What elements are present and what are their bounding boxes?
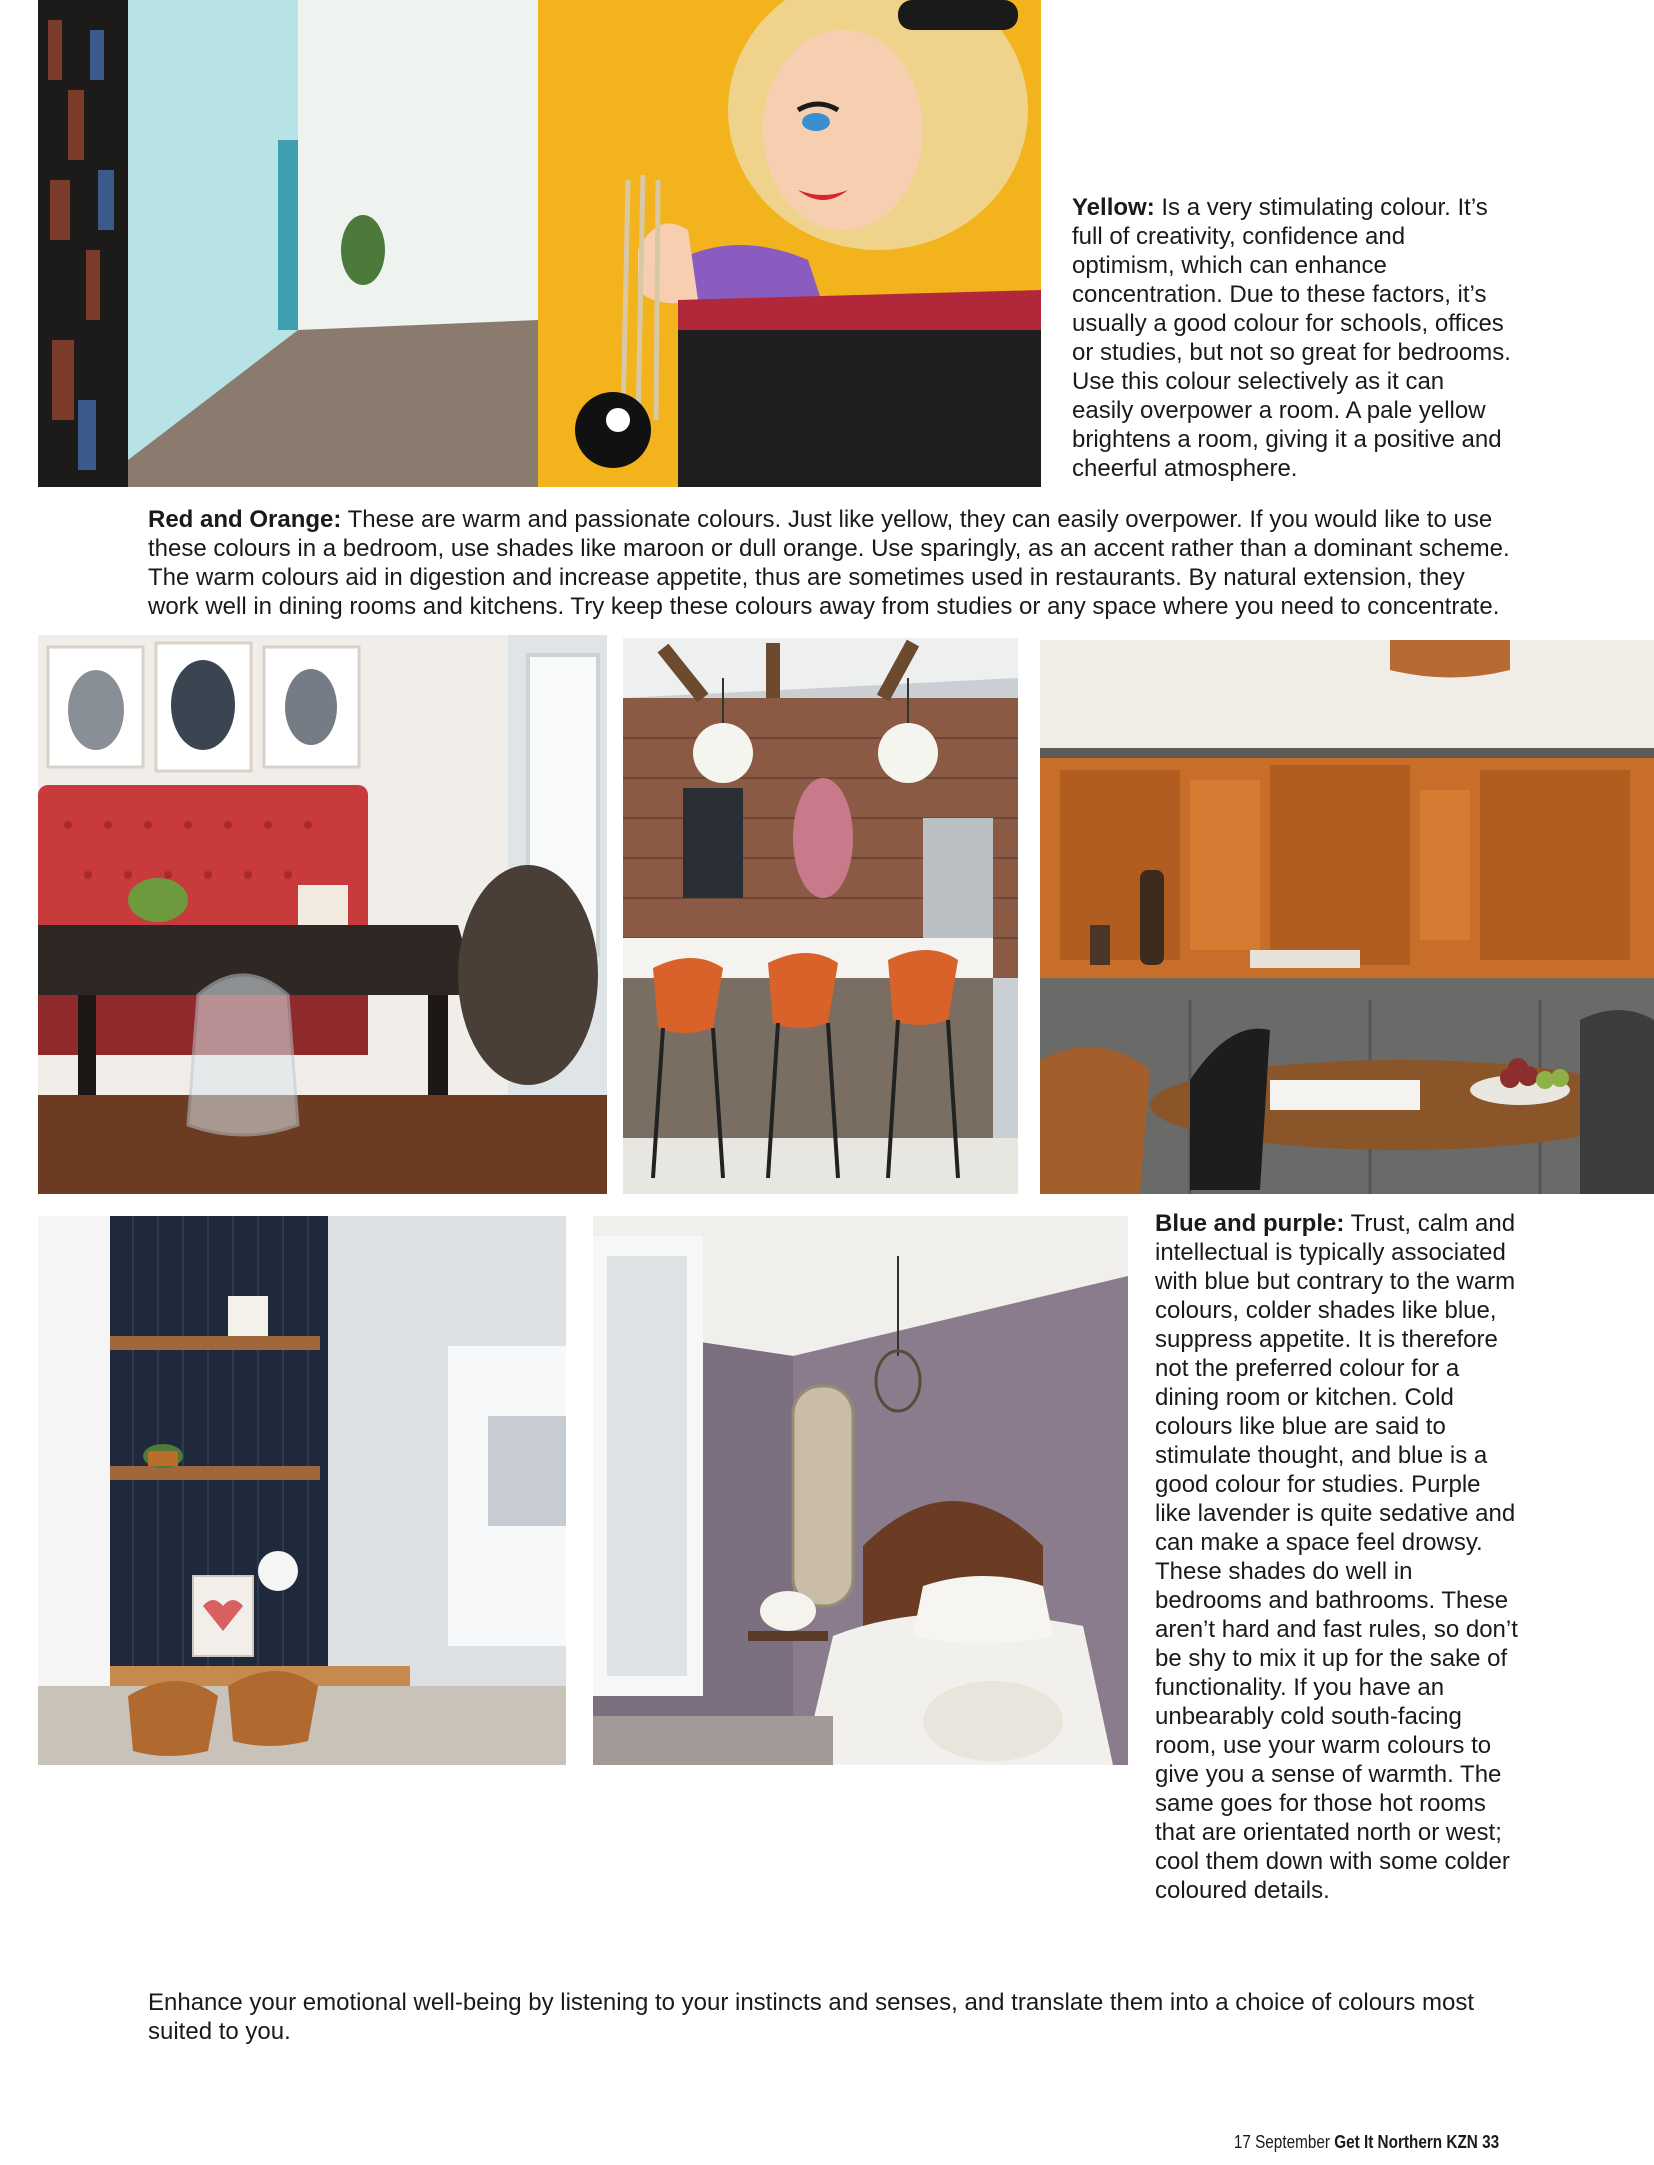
photo-copper-kitchen — [1040, 640, 1654, 1194]
closing-paragraph: Enhance your emotional well-being by listening to your instincts and senses, and translate them into a choice of colours most suited to you. — [148, 1989, 1475, 2045]
photo-yellow-corridor — [38, 0, 1041, 487]
blue-purple-body: Trust, calm and intellectual is typically associated with blue but contrary to the warm colours, colder shades like blue, suppress appetite. It is therefore not the preferred colour for a dining room or kitchen. Cold colours like blue are said to stimulate thought, and blue is a good colour for studies. Purple like lavender is quite sedative and can make a space feel drowsy. These shades do well in bedrooms and bathrooms. These aren’t hard and fast rules, so don’t be shy to mix it up for the sake of functionality. If you have an unbearably cold south-facing room, use your warm colours to give you a sense of warmth. The same goes for those hot rooms that are orientated north or west; cool them down with some colder coloured details. — [1155, 1210, 1518, 1904]
footer-page-number: 33 — [1481, 2132, 1499, 2152]
blue-purple-paragraph — [1155, 1209, 1520, 1905]
red-orange-paragraph — [148, 505, 1510, 621]
page-footer — [1234, 2132, 1499, 2153]
red-orange-body: These are warm and passionate colours. Just like yellow, they can easily overpower. If you would like to use these colours in a bedroom, use shades like maroon or dull orange. Use sparingly, as an accent rather than a dominant scheme. The warm colours aid in digestion and increase appetite, thus are sometimes used in restaurants. By natural extension, they work well in dining rooms and kitchens. Try keep these colours away from studies or any space where you need to concentrate. — [148, 506, 1510, 620]
photo-red-banquette-dining — [38, 635, 607, 1194]
footer-date: 17 September — [1233, 2132, 1330, 2152]
yellow-paragraph — [1072, 193, 1512, 483]
photo-kitchen-orange-stools — [623, 638, 1018, 1194]
yellow-heading: Yellow: — [1072, 194, 1155, 221]
photo-lavender-bedroom — [593, 1216, 1128, 1765]
blue-purple-heading: Blue and purple: — [1155, 1210, 1345, 1237]
red-orange-heading: Red and Orange: — [148, 506, 342, 533]
photo-navy-study — [38, 1216, 566, 1765]
footer-publication: Get It Northern KZN — [1334, 2132, 1478, 2152]
yellow-body: Is a very stimulating colour. It’s full of creativity, confidence and optimism, which can enhance concentration. Due to these factors, it’s usually a good colour for schools, offices or studies, but not so great for bedrooms. Use this colour selectively as it can easily overpower a room. A pale yellow brightens a room, giving it a positive and cheerful atmosphere. — [1072, 194, 1511, 482]
